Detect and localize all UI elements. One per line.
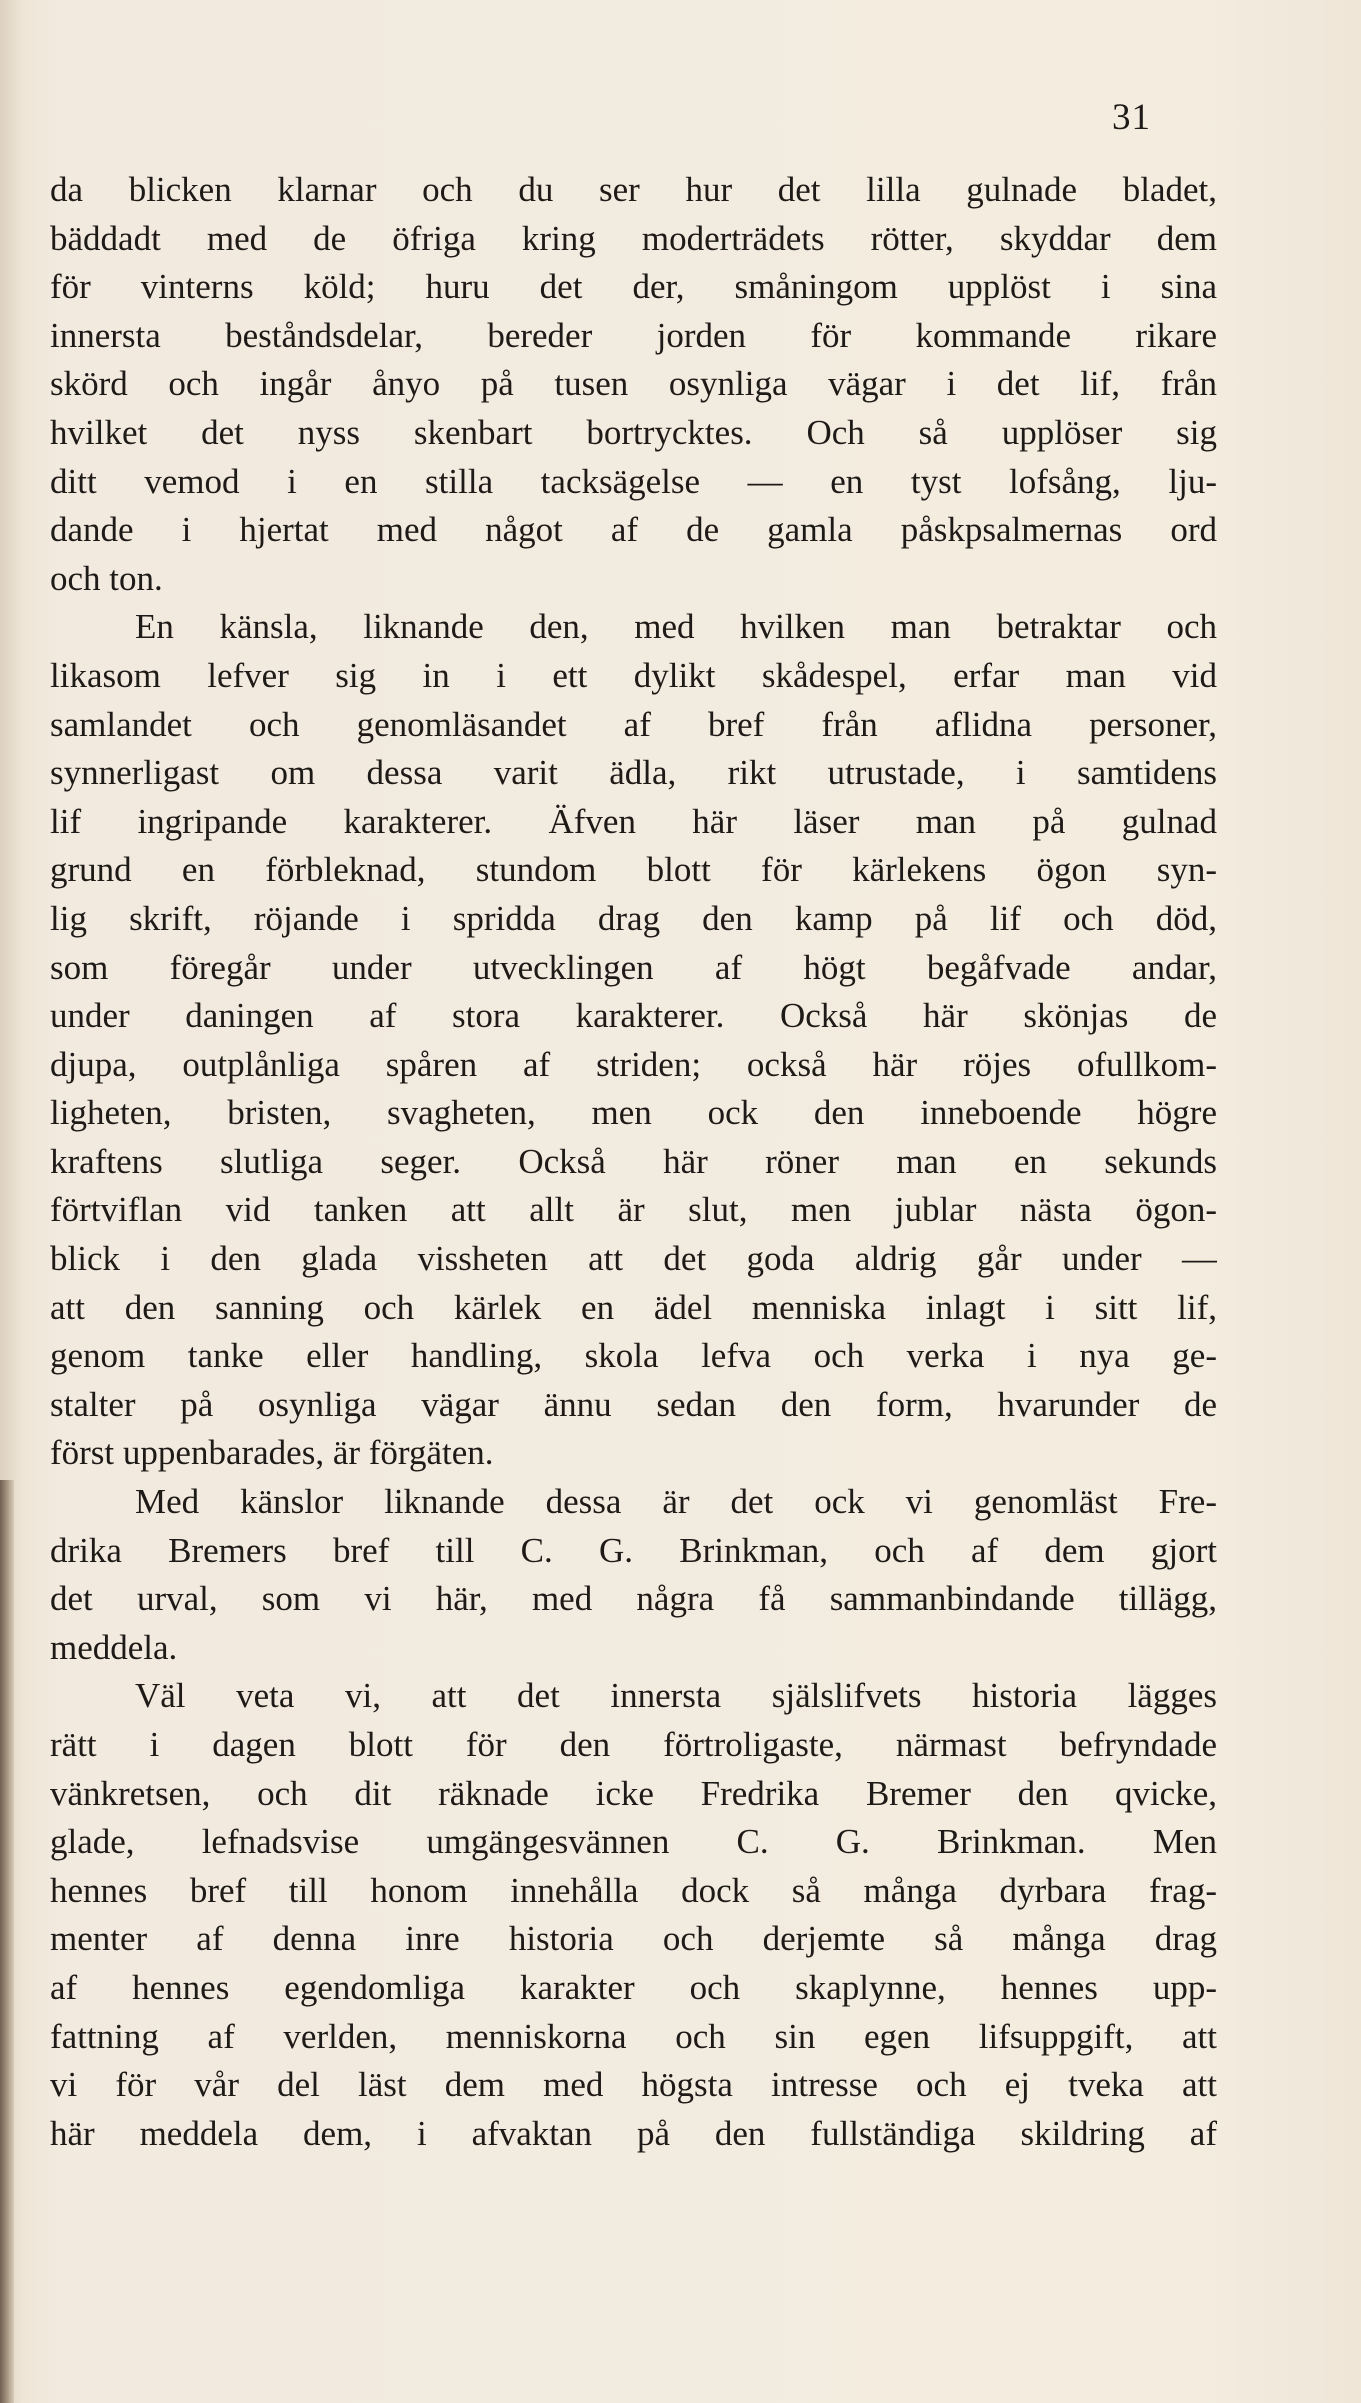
text-line: vi för vår del läst dem med högsta intresse och ej tveka att	[50, 2065, 1217, 2105]
text-line: rätt i dagen blott för den förtroligaste, närmast befryndade	[50, 1725, 1217, 1764]
text-line: hvilket det nyss skenbart bortrycktes. Och så upplöser sig	[50, 412, 1217, 452]
text-line: vänkretsen, och dit räknade icke Fredrika Bremer den qvicke,	[50, 1773, 1217, 1813]
text-line: under daningen af stora karakterer. Också här skönjas de	[50, 996, 1217, 1036]
text-line: Väl veta vi, att det innersta själslifvets historia lägges	[135, 1676, 1217, 1716]
text-line: bäddadt med de öfriga kring moderträdets rötter, skyddar dem	[50, 218, 1217, 258]
text-line: det urval, som vi här, med några få sammanbindande tillägg,	[50, 1579, 1217, 1619]
text-line: och ton.	[50, 558, 163, 598]
text-line: att den sanning och kärlek en ädel menniska inlagt i sitt lif,	[50, 1287, 1217, 1327]
text-line: kraftens slutliga seger. Också här röner man en sekunds	[50, 1141, 1217, 1181]
text-line: meddela.	[50, 1627, 178, 1667]
text-line: lig skrift, röjande i spridda drag den kamp på lif och död,	[50, 898, 1217, 938]
text-line: af hennes egendomliga karakter och skaplynne, hennes upp-	[50, 1967, 1217, 2007]
text-line: innersta beståndsdelar, bereder jorden för kommande rikare	[50, 315, 1217, 355]
text-line: dande i hjertat med något af de gamla påskpsalmernas ord	[50, 510, 1217, 550]
text-line: Med känslor liknande dessa är det ock vi genomläst Fre-	[135, 1482, 1217, 1522]
text-line: likasom lefver sig in i ett dylikt skådespel, erfar man vid	[50, 655, 1217, 695]
text-line: för vinterns köld; huru det der, småningom upplöst i sina	[50, 267, 1217, 307]
text-line: lif ingripande karakterer. Äfven här läser man på gulnad	[50, 801, 1217, 841]
text-line: fattning af verlden, menniskorna och sin egen lifsuppgift, att	[50, 2016, 1217, 2056]
text-line: först uppenbarades, är förgäten.	[50, 1433, 494, 1473]
text-line: hennes bref till honom innehålla dock så många dyrbara frag-	[50, 1870, 1217, 1910]
text-line: blick i den glada vissheten att det goda aldrig går under —	[50, 1239, 1217, 1279]
text-line: skörd och ingår ånyo på tusen osynliga vägar i det lif, från	[50, 364, 1217, 404]
text-line: ditt vemod i en stilla tacksägelse — en tyst lofsång, lju-	[50, 461, 1217, 501]
text-line: da blicken klarnar och du ser hur det lilla gulnade bladet,	[50, 170, 1217, 209]
text-line: glade, lefnadsvise umgängesvännen C. G. Brinkman. Men	[50, 1822, 1217, 1862]
text-line: samlandet och genomläsandet af bref från aflidna personer,	[50, 704, 1217, 744]
page-binding-shadow	[0, 1480, 14, 2403]
text-line: grund en förbleknad, stundom blott för kärlekens ögon syn-	[50, 850, 1217, 890]
text-line: ligheten, bristen, svagheten, men ock den inneboende högre	[50, 1093, 1217, 1133]
body-text	[50, 166, 1217, 2158]
text-line: förtviflan vid tanken att allt är slut, men jublar nästa ögon-	[50, 1190, 1217, 1230]
text-line: som föregår under utvecklingen af högt begåfvade andar,	[50, 947, 1217, 987]
page-number: 31	[1112, 97, 1151, 138]
text-line: drika Bremers bref till C. G. Brinkman, och af dem gjort	[50, 1530, 1217, 1570]
text-line: menter af denna inre historia och derjemte så många drag	[50, 1919, 1217, 1959]
text-line: djupa, outplånliga spåren af striden; också här röjes ofullkom-	[50, 1044, 1217, 1084]
text-line: stalter på osynliga vägar ännu sedan den form, hvarunder de	[50, 1384, 1217, 1424]
text-line: En känsla, liknande den, med hvilken man betraktar och	[135, 607, 1217, 647]
text-line: synnerligast om dessa varit ädla, rikt utrustade, i samtidens	[50, 753, 1217, 793]
text-line: här meddela dem, i afvaktan på den fullständiga skildring af	[50, 2113, 1217, 2153]
text-line: genom tanke eller handling, skola lefva och verka i nya ge-	[50, 1336, 1217, 1376]
